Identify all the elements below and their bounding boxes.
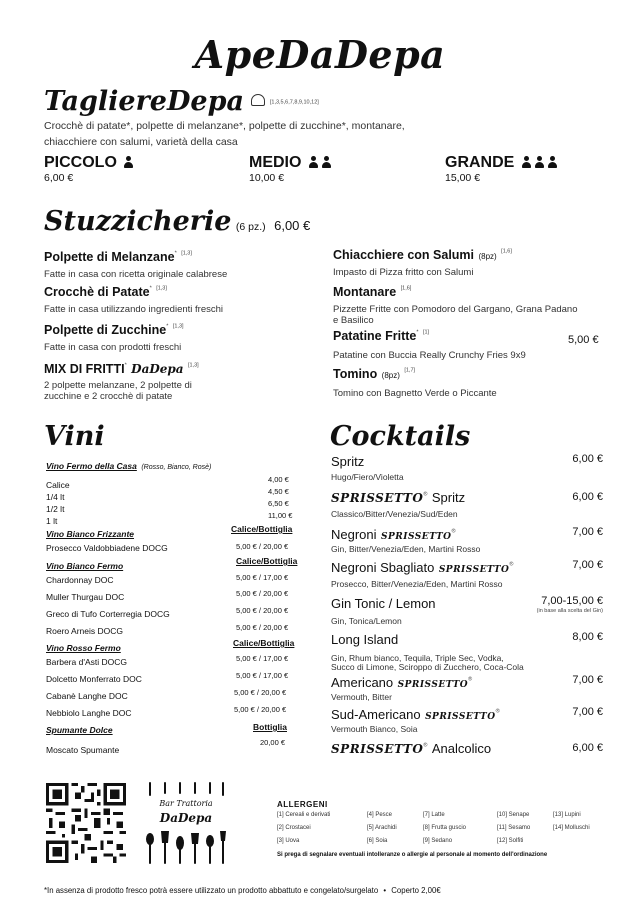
wine-price: 6,50 € [268, 499, 289, 508]
allergeni-section [277, 800, 328, 809]
allergen-item: [4] Pesce [367, 812, 393, 818]
item-name: Patatine Fritte [333, 329, 417, 343]
item-name: Tomino [333, 367, 378, 381]
wine-section-header [46, 556, 306, 570]
cocktail-desc: Succo di Limone, Sciroppo di Zucchero, Coca-Cola [331, 662, 524, 672]
item-allergens: [1,6] [400, 285, 412, 292]
cocktail-name: Gin Tonic / Lemon [331, 596, 436, 611]
person-icon [547, 156, 558, 168]
list-item: Patatine Fritte* [1] Patatine con Buccia Really Crunchy Fries 9x9 [333, 329, 526, 361]
wine-category: Spumante Dolce [46, 725, 113, 735]
wine-section-header [46, 524, 306, 538]
wine-name: Dolcetto Monferrato DOC [46, 674, 142, 684]
cocktail-name: Sud-Americano [331, 707, 421, 722]
vini-title: Vini [44, 421, 105, 452]
allergeni-note: Si prega di segnalare eventuali intolleranze o allergie al personale al momento dell'ordinazione [277, 852, 548, 858]
item-allergens: [1,3] [172, 323, 184, 330]
person-icon [521, 156, 532, 168]
cocktail-price: 6,00 € [572, 491, 603, 503]
size-name: GRANDE [445, 154, 515, 171]
table-row [46, 538, 306, 556]
cocktail-price: 8,00 € [572, 631, 603, 643]
item-allergens: [1,6] [501, 248, 512, 255]
cocktail-name: Negroni [331, 527, 377, 542]
wine-list [46, 456, 306, 755]
list-item: Americano SPRISSETTO® 7,00 € Vermouth, Bitter [331, 674, 603, 702]
cocktail-name: Analcolico [431, 741, 492, 756]
list-item [44, 283, 223, 315]
size-price: 15,00 € [445, 172, 481, 184]
table-row [46, 487, 306, 502]
list-item: Negroni SPRISSETTO® 7,00 € Gin, Bitter/Venezia/Eden, Martini Rosso [331, 526, 603, 554]
list-item: Negroni Sbagliato SPRISSETTO® 7,00 € Prosecco, Bitter/Venezia/Eden, Martini Rosso [331, 559, 603, 589]
allergen-item: [8] Frutta guscio [423, 825, 467, 831]
item-sup: * [124, 362, 127, 369]
sprissetto-brand: SPRISSETTO [425, 712, 496, 722]
wine-column-header: Calice/Bottiglia [233, 638, 295, 648]
stuzzicherie-qty: (6 pz.) [235, 221, 266, 233]
cocktail-price: 7,00 € [572, 526, 603, 538]
wine-price: 20,00 € [260, 738, 286, 747]
casa-header [46, 456, 306, 474]
size-medio [249, 154, 332, 184]
tagliere-title: TagliereDepa [44, 86, 244, 117]
list-item [44, 360, 199, 402]
size-name: MEDIO [249, 154, 302, 171]
table-row [46, 686, 306, 703]
cocktail-desc: Gin, Tonica/Lemon [331, 616, 402, 626]
list-item [331, 595, 605, 631]
tagliere-section [44, 86, 319, 117]
item-qty: (8pz) [381, 371, 400, 380]
item-allergens: [1,3] [181, 250, 192, 257]
wine-price: 4,50 € [268, 487, 289, 496]
cocktail-desc: Vermouth, Bitter [331, 692, 392, 702]
allergen-item: [10] Senape [497, 812, 530, 818]
sprissetto-brand: SPRISSETTO [331, 742, 424, 756]
sprissetto-brand: SPRISSETTO [438, 565, 510, 575]
stuzzicherie-price: 6,00 € [274, 218, 311, 233]
mix-brand: DaDepa [131, 362, 184, 376]
item-desc: Pizzette Fritte con Pomodoro del Gargano, Grana Padano [333, 304, 578, 315]
wine-category: Vino Bianco Frizzante [46, 529, 135, 539]
allergen-item: [11] Sesamo [497, 825, 531, 831]
list-item: SPRISSETTO® Analcolico 6,00 € [331, 741, 603, 756]
logo-line1: Bar Trattoria [159, 799, 213, 808]
sprissetto-brand: SPRISSETTO [380, 532, 452, 542]
footer-text: *In assenza di prodotto fresco potrà essere utilizzato un prodotto abbattuto e congelato/surgelato [44, 886, 379, 895]
wine-name: Nebbiolo Langhe DOC [46, 708, 132, 718]
wine-price: 5,00 € / 20,00 € [236, 606, 289, 615]
wine-category-sub: (Rosso, Bianco, Rosè) [141, 464, 212, 471]
size-price: 10,00 € [249, 172, 285, 184]
item-allergens: [1,7] [404, 367, 416, 374]
item-allergens: [1,3] [188, 362, 199, 369]
person-icon [534, 156, 545, 168]
allergen-row [277, 812, 617, 825]
wine-price: 5,00 € / 20,00 € [236, 542, 289, 551]
table-row [46, 570, 306, 587]
wine-category: Vino Rosso Fermo [46, 643, 121, 653]
table-row [46, 587, 306, 604]
cocktail-name: Negroni Sbagliato [331, 560, 435, 575]
person-icon [321, 156, 332, 168]
wine-price: 5,00 € / 20,00 € [234, 705, 287, 714]
allergen-item: [1] Cereali e derivati [277, 812, 331, 818]
sprissetto-brand: SPRISSETTO [331, 491, 424, 505]
list-item [331, 453, 605, 489]
allergen-item: [2] Crostacei [277, 825, 311, 831]
item-desc: e Basilico [333, 315, 374, 326]
table-row [46, 652, 306, 669]
cocktail-name: Spritz [331, 454, 365, 469]
table-row [46, 703, 306, 720]
sprissetto-brand: SPRISSETTO [397, 680, 469, 690]
list-item: Sud-Americano SPRISSETTO® 7,00 € Vermouth Bianco, Soia [331, 706, 603, 734]
allergeni-title: ALLERGENI [277, 800, 328, 809]
cocktail-price: 6,00 € [572, 742, 603, 754]
item-name: Polpette di Zucchine [44, 323, 167, 337]
wine-name: Cabanè Langhe DOC [46, 691, 128, 701]
table-row [46, 475, 306, 490]
table-row [46, 511, 306, 526]
allergen-item: [9] Sedano [423, 838, 453, 844]
wine-price: 5,00 € / 20,00 € [236, 623, 289, 632]
item-desc: Fatte in casa con prodotti freschi [44, 342, 182, 353]
list-item [333, 365, 497, 399]
list-item: SPRISSETTO® Spritz 6,00 € Classico/Bitter/Venezia/Sud/Eden [331, 490, 603, 519]
size-grande [445, 154, 558, 184]
cocktails-title: Cocktails [330, 421, 471, 452]
list-item [333, 246, 512, 278]
item-desc: 2 polpette melanzane, 2 polpette di [44, 380, 192, 391]
allergen-item: [6] Soia [367, 838, 388, 844]
cocktail-desc: Vermouth Bianco, Soia [331, 724, 418, 734]
wine-name: 1 lt [46, 516, 58, 526]
list-item [331, 631, 605, 674]
wine-name: 1/4 lt [46, 492, 65, 502]
item-name: Crocchè di Patate [44, 285, 150, 299]
table-row [46, 621, 306, 638]
person-icon [308, 156, 319, 168]
item-name: Montanare [333, 285, 397, 299]
size-piccolo [44, 154, 134, 184]
item-desc: Fatte in casa con ricetta originale calabrese [44, 269, 228, 280]
table-row [46, 736, 306, 755]
allergen-item: [12] Solfiti [497, 838, 524, 844]
brand-title: ApeDaDepa [194, 32, 446, 77]
wine-name: 1/2 lt [46, 504, 65, 514]
stuzzicherie-title: Stuzzicherie [44, 206, 232, 237]
allergen-item: [13] Lupini [553, 812, 581, 818]
chef-hat-icon [251, 94, 265, 106]
cocktail-price: 7,00 € [572, 674, 603, 686]
allergen-item: [14] Molluschi [553, 825, 590, 831]
wine-name: Chardonnay DOC [46, 575, 114, 585]
wine-column-header: Calice/Bottiglia [236, 556, 298, 566]
wine-name: Muller Thurgau DOC [46, 592, 125, 602]
item-sup: * [174, 250, 177, 257]
wine-price: 5,00 € / 17,00 € [236, 654, 289, 663]
table-row [46, 669, 306, 686]
item-desc: Patatine con Buccia Really Crunchy Fries 9x9 [333, 350, 526, 361]
wine-price: 5,00 € / 17,00 € [236, 573, 289, 582]
item-allergens: [1,3] [156, 285, 167, 292]
item-allergens: [1] [422, 329, 430, 336]
cocktail-name: Spritz [431, 490, 466, 505]
wine-name: Prosecco Valdobbiadene DOCG [46, 543, 168, 553]
stuzzicherie-header [44, 206, 310, 237]
size-name: PICCOLO [44, 154, 117, 171]
wine-name: Moscato Spumante [46, 745, 120, 755]
cocktail-name: Long Island [331, 632, 399, 647]
person-icon [123, 156, 134, 168]
logo-line2: DaDepa [159, 811, 213, 825]
wine-price: 5,00 € / 17,00 € [236, 671, 289, 680]
list-item [333, 283, 578, 326]
item-desc: Fatte in casa utilizzando ingredienti freschi [44, 304, 224, 315]
allergeni-grid [277, 812, 617, 851]
size-price: 6,00 € [44, 172, 74, 184]
qr-code-icon [46, 783, 126, 863]
wine-section-header [46, 720, 306, 736]
cocktail-price: 7,00-15,00 € [541, 595, 603, 607]
coperto-price: Coperto 2,00€ [391, 886, 441, 895]
item-sup: * [149, 285, 152, 292]
cocktail-name: Americano [331, 675, 394, 690]
cocktail-desc: Gin, Rhum bianco, Tequila, Triple Sec, Vodka, [331, 653, 504, 663]
wine-column-header: Calice/Bottiglia [231, 524, 293, 534]
item-qty: (8pz) [478, 252, 497, 261]
wine-price: 5,00 € / 20,00 € [234, 688, 287, 697]
wine-category: Vino Fermo della Casa [46, 461, 137, 471]
table-row [46, 499, 306, 514]
footer-note: *In assenza di prodotto fresco potrà essere utilizzato un prodotto abbattuto e congelato/surgelato • Coperto 2,00€ [44, 886, 441, 895]
cocktail-note: (in base alla scelta del Gin) [536, 608, 603, 614]
wine-name: Roero Arneis DOCG [46, 626, 123, 636]
cocktail-price: 7,00 € [572, 706, 603, 718]
item-name: Chiacchiere con Salumi [333, 248, 475, 262]
allergen-row [277, 838, 617, 851]
wine-category: Vino Bianco Fermo [46, 561, 124, 571]
cocktail-list [331, 453, 605, 764]
right-items-price: 5,00 € [568, 334, 599, 346]
cocktail-price: 6,00 € [572, 453, 603, 465]
list-item [44, 321, 184, 353]
item-name: MIX DI FRITTI [44, 362, 125, 376]
wine-price: 4,00 € [268, 475, 289, 484]
list-item [44, 248, 227, 280]
tagliere-desc-2: chiacchiere con salumi, varietà della casa [44, 136, 238, 148]
item-desc: Tomino con Bagnetto Verde o Piccante [333, 388, 497, 399]
cocktail-desc: Hugo/Fiero/Violetta [331, 472, 404, 482]
allergen-item: [7] Latte [423, 812, 445, 818]
cocktail-price: 7,00 € [572, 559, 603, 571]
wine-name: Greco di Tufo Corterregia DOCG [46, 609, 170, 619]
wine-price: 11,00 € [268, 511, 293, 520]
cocktail-desc: Classico/Bitter/Venezia/Sud/Eden [331, 509, 458, 519]
trattoria-logo [141, 781, 231, 865]
cocktail-desc: Prosecco, Bitter/Venezia/Eden, Martini Rosso [331, 579, 503, 589]
allergen-item: [5] Arachidi [367, 825, 397, 831]
allergen-row [277, 825, 617, 838]
allergen-item: [3] Uova [277, 838, 300, 844]
wine-name: Barbera d'Asti DOCG [46, 657, 127, 667]
tagliere-desc-1: Crocchè di patate*, polpette di melanzane*, polpette di zucchine*, montanare, [44, 120, 405, 132]
item-desc: zucchine e 2 crocchè di patate [44, 391, 173, 402]
tagliere-allergens: [1,3,5,6,7,8,9,10,12] [269, 99, 319, 106]
cocktail-desc: Gin, Bitter/Venezia/Eden, Martini Rosso [331, 544, 481, 554]
wine-name: Calice [46, 480, 70, 490]
wine-price: 5,00 € / 20,00 € [236, 589, 289, 598]
wine-section-header [46, 638, 306, 652]
item-desc: Impasto di Pizza fritto con Salumi [333, 267, 474, 278]
table-row [46, 604, 306, 621]
item-sup: * [166, 323, 169, 330]
wine-column-header: Bottiglia [253, 722, 287, 732]
item-name: Polpette di Melanzane [44, 250, 175, 264]
